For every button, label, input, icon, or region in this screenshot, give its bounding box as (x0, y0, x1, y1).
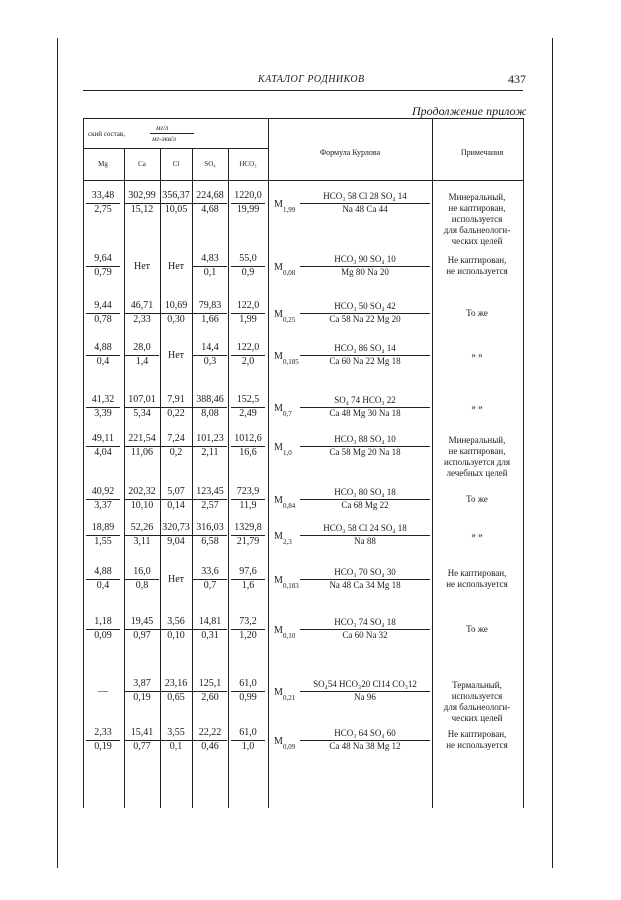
cell-mg-l: 46,71 (130, 300, 154, 311)
cell-mg-l: 16,0 (133, 566, 151, 577)
cell-meq-l: 11,9 (231, 499, 265, 511)
cell-meq-l: 0,8 (125, 579, 159, 591)
cell-meq-l: 21,79 (231, 535, 265, 547)
note-line: То же (466, 308, 488, 318)
cell-mg-l: 3,87 (133, 678, 151, 689)
cell-mg-l: 320,73 (162, 522, 190, 533)
cell-meq-l: 3,11 (125, 535, 159, 547)
note-line: Не каптирован, (447, 729, 507, 739)
cell-meq-l: 0,09 (86, 629, 120, 641)
cell-mg-l: 122,0 (236, 300, 260, 311)
cell-mg-l: 1012,6 (234, 433, 262, 444)
cell-meq-l: 0,19 (125, 691, 159, 703)
cell-meq-l: 2,11 (193, 446, 227, 458)
formula-numerator: HCO₃ 58 Cl 28 SO₄ 14 (323, 191, 407, 201)
cell-mg-l: 723,9 (236, 486, 260, 497)
formula-m-sub: 0,84 (283, 502, 296, 510)
cell-mg-l: 4,83 (201, 253, 219, 264)
cell-meq-l: 0,9 (231, 266, 265, 278)
formula-denominator: Na 48 Ca 34 Mg 18 (300, 579, 430, 590)
formula-m: M (274, 403, 283, 414)
note-line: Минеральный, (448, 192, 506, 202)
column-header: HCO₃ (239, 160, 257, 168)
notes-header: Примечания (460, 148, 504, 157)
cell-meq-l: 0,79 (86, 266, 120, 278)
cell-mg-l: 4,88 (94, 566, 112, 577)
cell-meq-l: 2,49 (231, 407, 265, 419)
cell-mg-l: 79,83 (198, 300, 222, 311)
cell-meq-l: 0,1 (159, 740, 193, 752)
cell-mg-l: 221,54 (128, 433, 156, 444)
formula-numerator: HCO₃ 88 SO₄ 10 (334, 434, 396, 444)
note-line: ческих целей (451, 713, 503, 723)
cell-mg-l: 97,6 (239, 566, 257, 577)
cell-mg-l: 61,0 (239, 727, 257, 738)
cell-meq-l: 0,78 (86, 313, 120, 325)
cell-meq-l: 19,99 (231, 203, 265, 215)
cell-value: Нет (167, 261, 185, 272)
formula-m-sub: 0,10 (283, 632, 296, 640)
cell-meq-l: 8,08 (193, 407, 227, 419)
cell-meq-l: 10,10 (125, 499, 159, 511)
cell-meq-l: 2,33 (125, 313, 159, 325)
left-page-edge (57, 38, 58, 868)
cell-mg-l: 9,44 (94, 300, 112, 311)
note-line: » » (471, 402, 483, 412)
formula-m-sub: 0,7 (283, 410, 292, 418)
note-line: » » (471, 530, 483, 540)
note-line: используется для (444, 457, 510, 467)
cell-mg-l: 33,6 (201, 566, 219, 577)
cell-meq-l: 2,60 (193, 691, 227, 703)
unit-bottom: мг-экв/л (152, 135, 176, 143)
cell-meq-l: 3,39 (86, 407, 120, 419)
cell-meq-l: 0,2 (159, 446, 193, 458)
note-line: Не каптирован, (447, 255, 507, 265)
cell-meq-l: 15,12 (125, 203, 159, 215)
units-rule (83, 148, 268, 149)
formula-m-sub: 0,185 (283, 358, 299, 366)
cell-mg-l: 202,32 (128, 486, 156, 497)
cell-meq-l: 0,65 (159, 691, 193, 703)
continuation-label: Продолжение прилож (412, 104, 527, 118)
cell-meq-l: 0,4 (86, 579, 120, 591)
note-line: То же (466, 624, 488, 634)
right-page-edge (552, 38, 553, 868)
formula-m: M (274, 625, 283, 636)
cell-mg-l: 9,64 (94, 253, 112, 264)
formula-denominator: Ca 48 Mg 30 Na 18 (300, 407, 430, 418)
cell-mg-l: 101,23 (196, 433, 224, 444)
formula-numerator: HCO₃ 58 Cl 24 SO₄ 18 (323, 523, 407, 533)
note-line: для бальнеологи- (443, 702, 511, 712)
cell-mg-l: 19,45 (130, 616, 154, 627)
cell-value: Нет (167, 350, 185, 361)
cell-mg-l: 152,5 (236, 394, 260, 405)
cell-meq-l: 1,4 (125, 355, 159, 367)
formula-m-sub: 0,183 (283, 582, 299, 590)
cell-mg-l: 388,46 (196, 394, 224, 405)
composition-label: ский состав, (88, 130, 125, 138)
formula-denominator: Ca 68 Mg 22 (300, 499, 430, 510)
column-divider (192, 148, 193, 808)
unit-top: мг/л (156, 124, 169, 132)
formula-m-sub: 1,99 (283, 206, 296, 214)
formula-m-sub: 0,09 (283, 743, 296, 751)
cell-mg-l: 316,03 (196, 522, 224, 533)
formula-denominator: Ca 60 Na 32 (300, 629, 430, 640)
formula-m-sub: 0,08 (283, 269, 296, 277)
cell-mg-l: 125,1 (198, 678, 222, 689)
cell-mg-l: 61,0 (239, 678, 257, 689)
formula-m-sub: 2,3 (283, 538, 292, 546)
column-divider (268, 118, 269, 808)
cell-meq-l: 16,6 (231, 446, 265, 458)
cell-meq-l: 0,30 (159, 313, 193, 325)
note-line: лечебных целей (446, 468, 508, 478)
cell-meq-l: 1,99 (231, 313, 265, 325)
column-header: Cl (172, 160, 180, 168)
formula-numerator: HCO₃ 64 SO₄ 60 (334, 728, 396, 738)
cell-meq-l: 2,0 (231, 355, 265, 367)
unit-fraction-bar (150, 133, 194, 134)
note-line: используется (451, 691, 503, 701)
cell-meq-l: 1,20 (231, 629, 265, 641)
cell-mg-l: 122,0 (236, 342, 260, 353)
cell-meq-l: 4,68 (193, 203, 227, 215)
formula-denominator: Na 48 Ca 44 (300, 203, 430, 214)
formula-numerator: HCO₃ 50 SO₄ 42 (334, 301, 396, 311)
formula-m: M (274, 531, 283, 542)
cell-mg-l: 5,07 (167, 486, 185, 497)
cell-mg-l: 123,45 (196, 486, 224, 497)
cell-mg-l: 14,81 (198, 616, 222, 627)
cell-meq-l: 0,22 (159, 407, 193, 419)
cell-meq-l: 0,3 (193, 355, 227, 367)
formula-m: M (274, 351, 283, 362)
column-header: Ca (138, 160, 146, 168)
cell-mg-l: 49,11 (91, 433, 115, 444)
cell-value: Нет (167, 574, 185, 585)
note-line: То же (466, 494, 488, 504)
formula-numerator: HCO₃ 70 SO₄ 30 (334, 567, 396, 577)
cell-mg-l: 15,41 (130, 727, 154, 738)
formula-denominator: Ca 60 Na 22 Mg 18 (300, 355, 430, 366)
cell-meq-l: 10,05 (159, 203, 193, 215)
cell-mg-l: 55,0 (239, 253, 257, 264)
cell-meq-l: 0,14 (159, 499, 193, 511)
note-line: ческих целей (451, 236, 503, 246)
cell-mg-l: 7,24 (167, 433, 185, 444)
cell-meq-l: 1,0 (231, 740, 265, 752)
note-line: используется (451, 214, 503, 224)
cell-mg-l: 1220,0 (234, 190, 262, 201)
formula-m-sub: 0,21 (283, 694, 296, 702)
cell-mg-l: 3,55 (167, 727, 185, 738)
cell-value: — (98, 686, 108, 697)
formula-header: Формула Курлова (319, 148, 381, 157)
header-bottom-rule (83, 180, 523, 181)
note-line: для бальнеологи- (443, 225, 511, 235)
cell-meq-l: 2,57 (193, 499, 227, 511)
cell-meq-l: 11,06 (125, 446, 159, 458)
cell-mg-l: 1,18 (94, 616, 112, 627)
formula-denominator: Ca 48 Na 38 Mg 12 (300, 740, 430, 751)
cell-meq-l: 0,46 (193, 740, 227, 752)
cell-mg-l: 14,4 (201, 342, 219, 353)
formula-numerator: SO₄54 HCO₃20 Cl14 CO₃12 (313, 679, 417, 689)
cell-mg-l: 3,56 (167, 616, 185, 627)
formula-denominator: Mg 80 Na 20 (300, 266, 430, 277)
formula-m: M (274, 442, 283, 453)
formula-m-sub: 0,25 (283, 316, 296, 324)
cell-meq-l: 0,97 (125, 629, 159, 641)
cell-meq-l: 5,34 (125, 407, 159, 419)
cell-meq-l: 0,1 (193, 266, 227, 278)
note-line: » » (471, 350, 483, 360)
cell-meq-l: 0,99 (231, 691, 265, 703)
cell-meq-l: 3,37 (86, 499, 120, 511)
cell-meq-l: 6,58 (193, 535, 227, 547)
note-line: не используется (446, 579, 508, 589)
table-top-rule (83, 118, 523, 119)
cell-mg-l: 10,69 (164, 300, 188, 311)
cell-mg-l: 18,89 (91, 522, 115, 533)
cell-meq-l: 0,19 (86, 740, 120, 752)
cell-mg-l: 356,37 (162, 190, 190, 201)
cell-meq-l: 0,10 (159, 629, 193, 641)
cell-mg-l: 4,88 (94, 342, 112, 353)
column-divider (83, 118, 84, 808)
cell-meq-l: 0,77 (125, 740, 159, 752)
cell-mg-l: 302,99 (128, 190, 156, 201)
cell-meq-l: 0,7 (193, 579, 227, 591)
cell-mg-l: 28,0 (133, 342, 151, 353)
column-divider (160, 148, 161, 808)
formula-denominator: Na 96 (300, 691, 430, 702)
formula-denominator: Na 88 (300, 535, 430, 546)
formula-m: M (274, 262, 283, 273)
formula-m: M (274, 736, 283, 747)
note-line: не каптирован, (448, 446, 506, 456)
note-line: не используется (446, 740, 508, 750)
cell-value: Нет (133, 261, 151, 272)
formula-m: M (274, 495, 283, 506)
page-number: 437 (508, 72, 526, 86)
cell-mg-l: 33,48 (91, 190, 115, 201)
cell-mg-l: 40,92 (91, 486, 115, 497)
note-line: не каптирован, (448, 203, 506, 213)
cell-mg-l: 7,91 (167, 394, 185, 405)
cell-meq-l: 1,6 (231, 579, 265, 591)
cell-meq-l: 0,31 (193, 629, 227, 641)
column-divider (228, 148, 229, 808)
cell-mg-l: 22,22 (198, 727, 222, 738)
formula-m-sub: 1,0 (283, 449, 292, 457)
cell-meq-l: 4,04 (86, 446, 120, 458)
cell-meq-l: 1,66 (193, 313, 227, 325)
formula-m: M (274, 309, 283, 320)
note-line: Минеральный, (448, 435, 506, 445)
cell-mg-l: 52,26 (130, 522, 154, 533)
formula-denominator: Ca 58 Na 22 Mg 20 (300, 313, 430, 324)
cell-mg-l: 224,68 (196, 190, 224, 201)
formula-m: M (274, 687, 283, 698)
column-divider (124, 148, 125, 808)
formula-numerator: SO₄ 74 HCO₃ 22 (334, 395, 396, 405)
cell-mg-l: 23,16 (164, 678, 188, 689)
formula-m: M (274, 199, 283, 210)
formula-m: M (274, 575, 283, 586)
note-line: не используется (446, 266, 508, 276)
formula-numerator: HCO₃ 74 SO₄ 18 (334, 617, 396, 627)
note-line: Термальный, (452, 680, 502, 690)
formula-numerator: HCO₃ 80 SO₄ 18 (334, 487, 396, 497)
cell-meq-l: 0,4 (86, 355, 120, 367)
cell-meq-l: 9,04 (159, 535, 193, 547)
running-title: КАТАЛОГ РОДНИКОВ (258, 74, 365, 85)
formula-numerator: HCO₃ 86 SO₄ 14 (334, 343, 396, 353)
cell-mg-l: 41,32 (91, 394, 115, 405)
cell-meq-l: 1,55 (86, 535, 120, 547)
column-header: SO₄ (204, 160, 216, 168)
cell-mg-l: 73,2 (239, 616, 257, 627)
formula-denominator: Ca 58 Mg 20 Na 18 (300, 446, 430, 457)
cell-mg-l: 2,33 (94, 727, 112, 738)
formula-numerator: HCO₃ 90 SO₄ 10 (334, 254, 396, 264)
cell-mg-l: 107,01 (128, 394, 156, 405)
cell-meq-l: 2,75 (86, 203, 120, 215)
header-rule (83, 90, 523, 91)
cell-mg-l: 1329,8 (234, 522, 262, 533)
column-header: Mg (98, 160, 108, 168)
note-line: Не каптирован, (447, 568, 507, 578)
